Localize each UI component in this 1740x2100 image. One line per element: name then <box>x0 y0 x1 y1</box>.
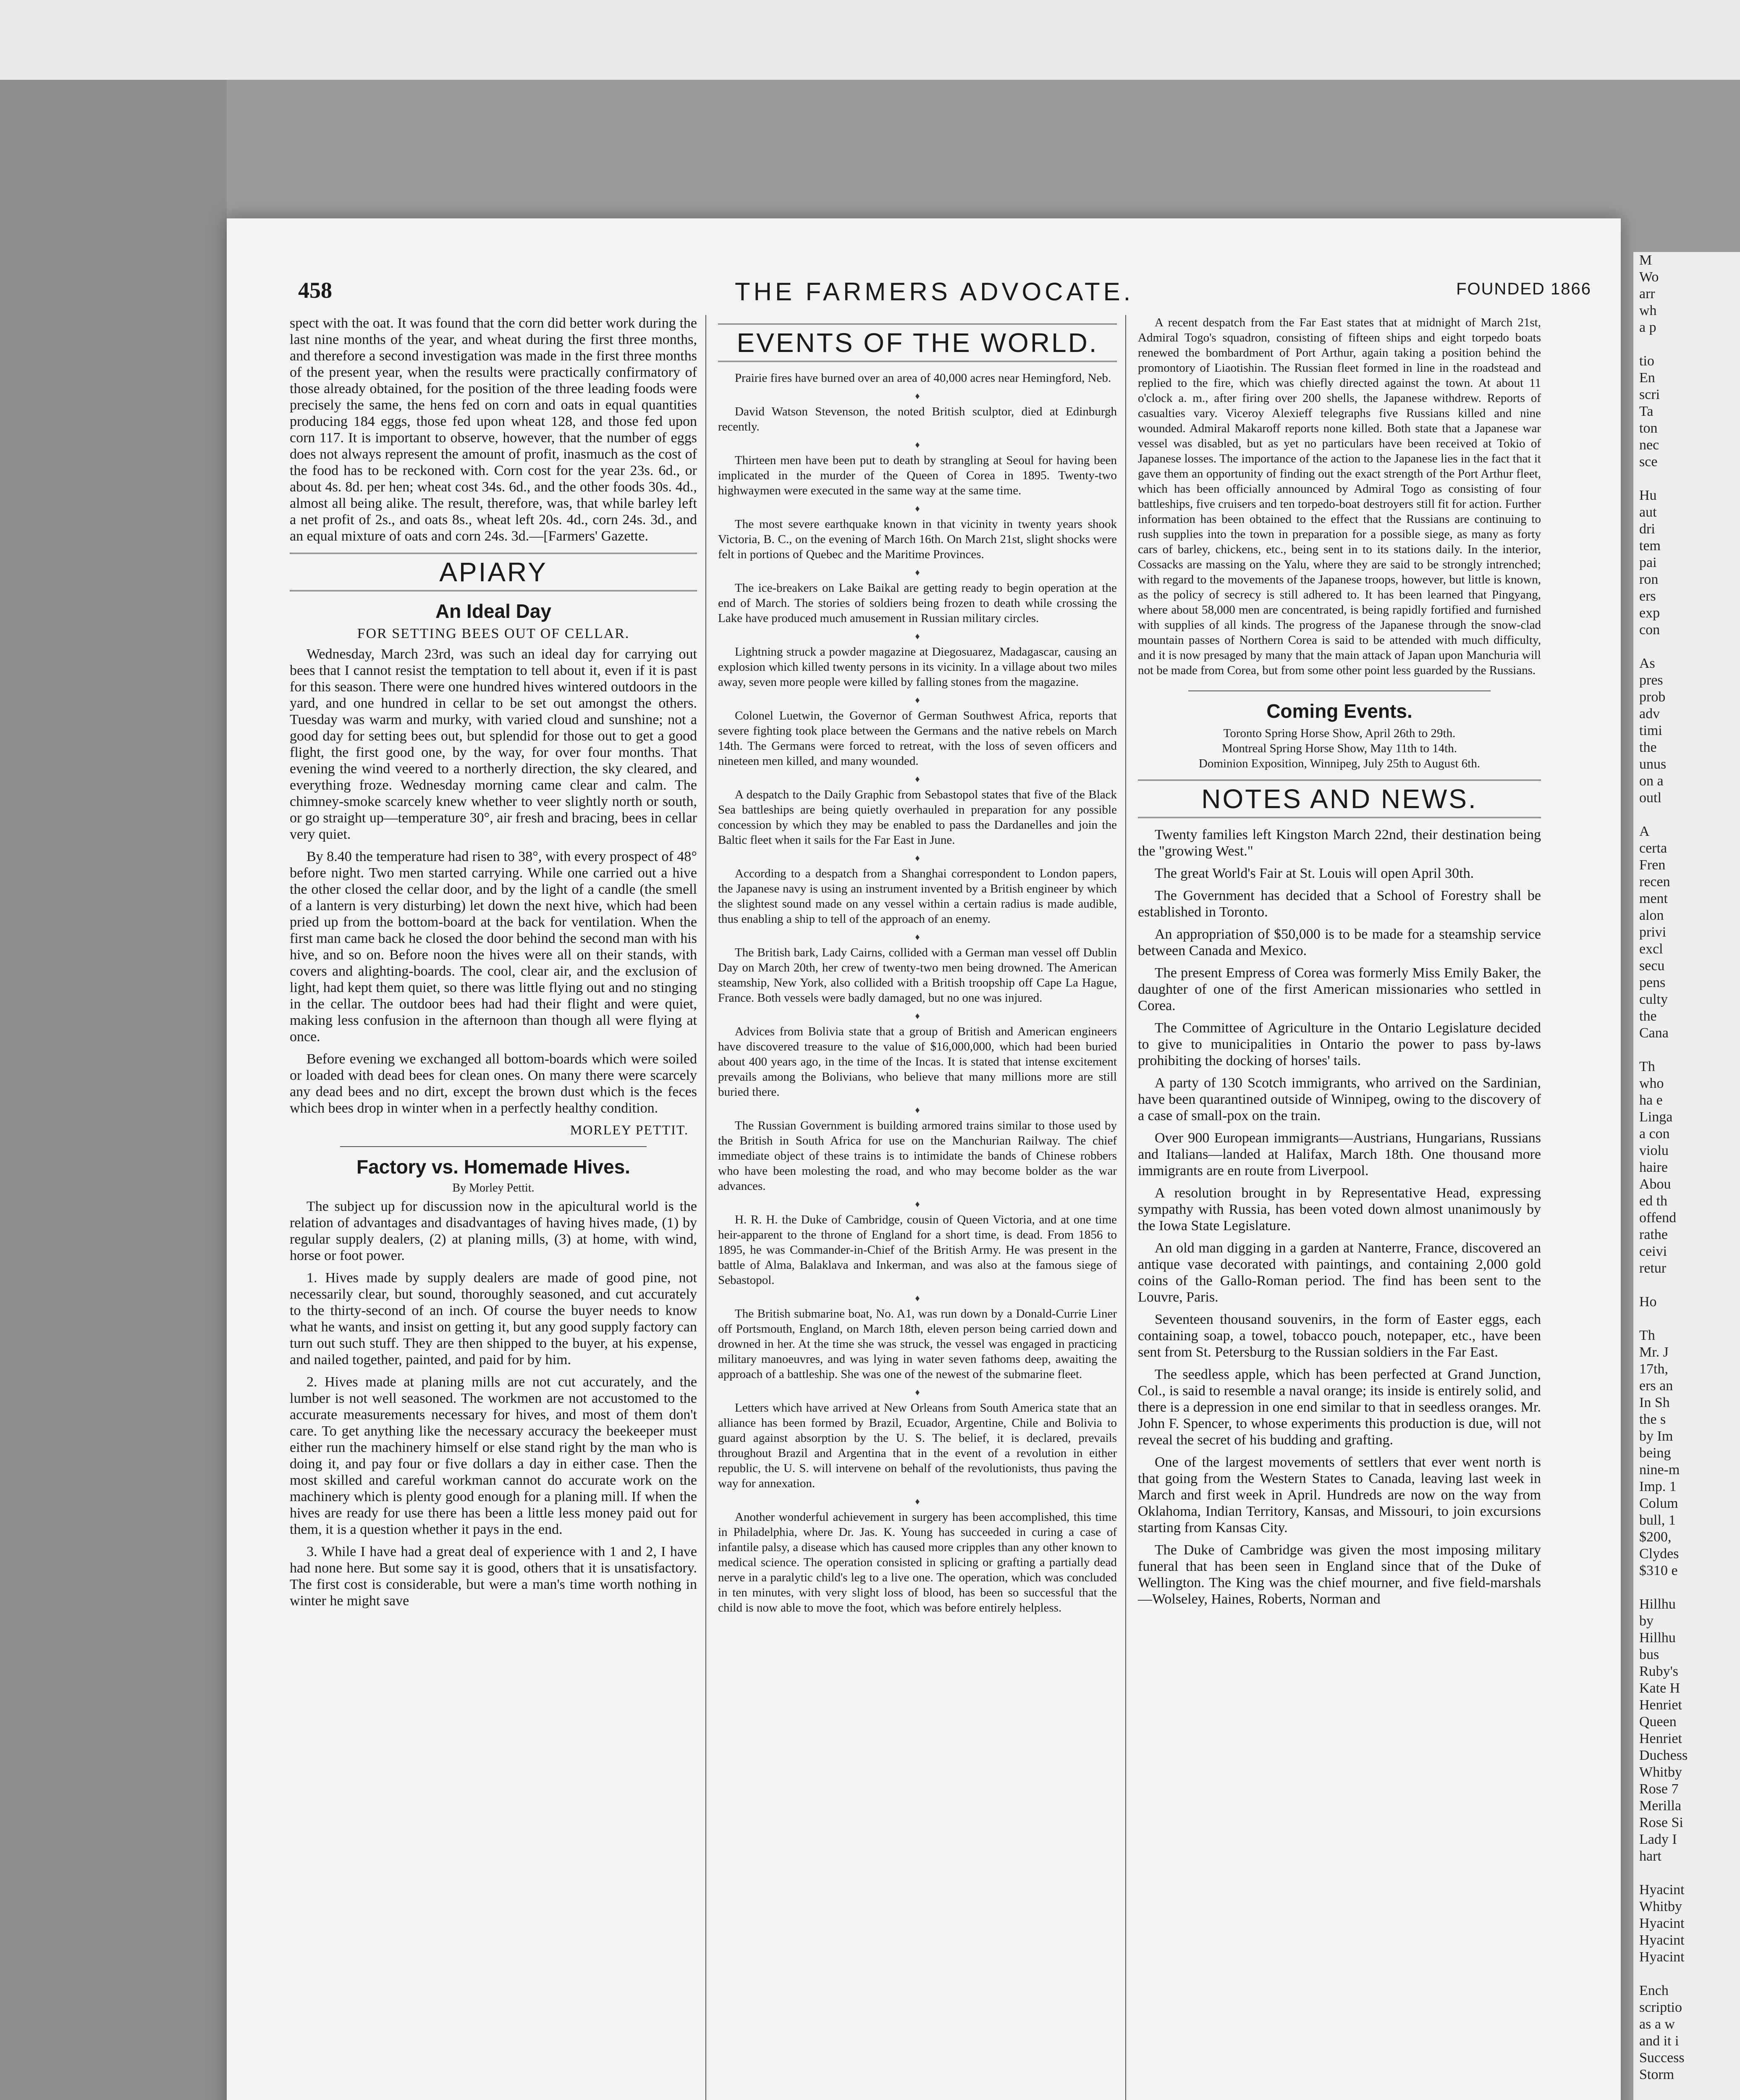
notes-item: Over 900 European immigrants—Austrians, Hungarians, Russians and Italians—landed at Halifax, March 18th. One thousand more immigrants are en route from Liverpool. <box>1138 1130 1541 1179</box>
adjacent-page-line: recen <box>1639 874 1670 890</box>
adjacent-page-line: offend <box>1639 1210 1677 1226</box>
adjacent-page-line: A <box>1639 824 1650 839</box>
event-item: Thirteen men have been put to death by strangling at Seoul for having been implicated in the murder of the Queen of Corea in 1895. Twenty-two highwaymen were executed in the same way at the same time. <box>718 454 1117 497</box>
factory-hives-paragraph: 2. Hives made at planing mills are not cut accurately, and the lumber is not well seasoned. The workmen are not accustomed to the accurate measurements necessary for hives, and most of them don't care. To get anything like the necessary accuracy the beekeeper must either run the machinery himself or else stand right by the man who is doing it, and pay four or five dollars a day in either case. Then the most skilled and careful workman cannot do accurate work on the machinery which is plenty good enough for a planing mill. If when the hives are ready for use there has been a little less money paid out for them, it is a question whether it pays in the end. <box>290 1374 697 1537</box>
events-section-title: EVENTS OF THE WORLD. <box>718 323 1117 362</box>
notes-item: The present Empress of Corea was formerly Miss Emily Baker, the daughter of one of the first American missionaries who settled in Corea. <box>1138 965 1541 1013</box>
masthead-title: THE FARMERS ADVOCATE. <box>735 278 1134 306</box>
column-rule <box>705 315 706 2100</box>
factory-hives-paragraph: 1. Hives made by supply dealers are made of good pine, not necessarily clear, but sound, thoroughly seasoned, and cut accurately to the thirty-second of an inch. Of course the buyer needs to know what he wants, and insist on getting it, but any good supply factory can turn out such stuff. They are then shipped to the buyer, at his expense, and nailed together, painted, and paid for by him. <box>290 1270 697 1368</box>
adjacent-page-line: Hillhu <box>1639 1596 1676 1612</box>
coming-event-item: Toronto Spring Horse Show, April 26th to 29th. <box>1223 727 1456 740</box>
column-1 <box>290 315 697 1615</box>
adjacent-page-line <box>1633 1042 1740 1058</box>
event-item: Prairie fires have burned over an area of 40,000 acres near Hemingford, Neb. <box>735 371 1111 385</box>
adjacent-page-line: Th <box>1639 1328 1655 1343</box>
event-item: The British submarine boat, No. A1, was run down by a Donald-Currie Liner off Portsmouth, England, on March 18th, eleven person being carried down and drowned in her. At the time she was struck, the vessel was engaged in practicing military manoeuvres, and was lying in water seven fathoms deep, awaiting the approach of a battleship. She was one of the newest of the submarine fleet. <box>718 1307 1117 1381</box>
adjacent-page-line: nine-m <box>1639 1462 1680 1478</box>
adjacent-page-line: on a <box>1639 773 1664 789</box>
ideal-day-signature: MORLEY PETTIT. <box>570 1122 689 1137</box>
ideal-day-heading: An Ideal Day <box>435 600 552 622</box>
adjacent-page-line <box>1633 336 1740 353</box>
adjacent-page-line: Hyacint <box>1639 1949 1685 1965</box>
adjacent-page-line: Henriet <box>1639 1697 1682 1713</box>
ideal-day-paragraph: Before evening we exchanged all bottom-boards which were soiled or loaded with dead bees for clean ones. On many there were scarcely any dead bees and no dirt, except the brown dust which is the feces which bees drop in winter when in a perfectly healthy condition. <box>290 1051 697 1116</box>
item-separator: ♦ <box>915 1496 920 1507</box>
newspaper-page <box>227 218 1621 2100</box>
adjacent-page-line: retur <box>1639 1260 1667 1276</box>
coming-events-heading: Coming Events. <box>1266 700 1412 722</box>
column-rule <box>1125 315 1126 2100</box>
factory-hives-byline: By Morley Pettit. <box>452 1181 535 1194</box>
adjacent-page-line: Imp. 1 <box>1639 1479 1677 1494</box>
adjacent-page-line: Duchess <box>1639 1748 1688 1763</box>
adjacent-page-line: 17th, <box>1639 1361 1668 1377</box>
event-item: According to a despatch from a Shanghai correspondent to London papers, the Japanese navy is using an instrument invented by a British engineer by which the slightest sound made on any vessel within a certain radius is made audible, thus enabling a ship to tell of the approach of an enemy. <box>718 867 1117 926</box>
page-number: 458 <box>298 278 332 303</box>
notes-item: A resolution brought in by Representative Head, expressing sympathy with Russia, has been voted down almost unanimously by the Iowa State Legislature. <box>1138 1185 1541 1234</box>
adjacent-page-line: wh <box>1639 303 1657 318</box>
item-separator: ♦ <box>915 932 920 942</box>
adjacent-page-line <box>1633 1865 1740 1882</box>
adjacent-page-line: Ruby's <box>1639 1664 1679 1679</box>
adjacent-page-line: Hyacint <box>1639 1916 1685 1931</box>
adjacent-page-line: tio <box>1639 353 1654 369</box>
item-separator: ♦ <box>915 631 920 641</box>
adjacent-page-line: ers <box>1639 588 1656 604</box>
adjacent-page-line: Ench <box>1639 1983 1669 1998</box>
adjacent-page-line: Hyacint <box>1639 1932 1685 1948</box>
adjacent-page-line: bull, 1 <box>1639 1512 1676 1528</box>
adjacent-page-line: alon <box>1639 908 1664 923</box>
event-item: H. R. H. the Duke of Cambridge, cousin of Queen Victoria, and at one time heir-apparent to the throne of England for a short time, is dead. From 1856 to 1895, he was Commander-in-Chief of the British Army. He was present in the battle of Alma, Balaklava and Inkerman, and was also at the famous siege of Sebastopol. <box>718 1213 1117 1287</box>
founded-line: FOUNDED 1866 <box>1456 280 1591 298</box>
adjacent-page-line: dri <box>1639 521 1655 537</box>
adjacent-page-line: Ta <box>1639 404 1654 419</box>
adjacent-page-line: Hillhu <box>1639 1630 1676 1646</box>
adjacent-page-line: aut <box>1639 504 1657 520</box>
adjacent-page-line: ed th <box>1639 1193 1668 1209</box>
adjacent-page-line: pai <box>1639 555 1657 570</box>
adjacent-page-line: tem <box>1639 538 1661 554</box>
adjacent-page-line <box>1633 1966 1740 1982</box>
adjacent-page-line: Henriet <box>1639 1731 1682 1746</box>
adjacent-page-line: ton <box>1639 420 1658 436</box>
divider-rule <box>340 1146 647 1147</box>
adjacent-page-line <box>1633 470 1740 487</box>
adjacent-page-line: Cana <box>1639 1025 1669 1041</box>
adjacent-page-line: nec <box>1639 437 1659 453</box>
adjacent-page-line: haire <box>1639 1160 1668 1175</box>
column-2 <box>718 315 1117 1615</box>
ideal-day-paragraph: By 8.40 the temperature had risen to 38°, with every prospect of 48° before night. Two men started carrying. While one carried out a hive the other closed the cellar door, and by the light of a candle (the smell of a lantern is very disturbing) let down the next hive, which had been pried up from the bottom-board at the back for ventilation. When the first man came back he closed the door behind the second man with his hive, and so on. Before noon the hives were all on their stands, with covers and alighting-boards. The cool, clear air, and the exclusion of light, had kept them quiet, so there was little flying out and no stinging in the cellar. The outdoor bees had had their flight and were quiet, making less confusion in the afternoon than though all were flying at once. <box>290 849 697 1045</box>
film-frame-top <box>0 0 1740 80</box>
event-item: Letters which have arrived at New Orleans from South America state that an alliance has been formed by Brazil, Ecuador, Argentine, Chile and Bolivia to guard against absorption by the U. S. The belief, it is declared, prevails throughout Brazil and Argentina that in the event of a revolution in either republic, the U. S. will intervene on behalf of the revolutionists, thus paving the way for annexation. <box>718 1401 1117 1490</box>
adjacent-page-line: violu <box>1639 1143 1669 1158</box>
notes-news-title: NOTES AND NEWS. <box>1138 780 1541 818</box>
adjacent-page-line: Kate H <box>1639 1680 1680 1696</box>
adjacent-page-line: the s <box>1639 1412 1666 1427</box>
adjacent-page-line: Th <box>1639 1059 1655 1074</box>
adjacent-page-line: rathe <box>1639 1227 1668 1242</box>
notes-item: An appropriation of $50,000 is to be made for a steamship service between Canada and Mexico. <box>1138 927 1541 958</box>
notes-item: One of the largest movements of settlers that ever went north is that going from the Western States to Canada, leaving last week in March and first week in April. Hundreds are now on the way from Oklahoma, Indian Territory, Kansas, and Missouri, to join excursions starting from Kansas City. <box>1138 1454 1541 1536</box>
ideal-day-subheading: FOR SETTING BEES OUT OF CELLAR. <box>357 626 630 641</box>
item-separator: ♦ <box>915 774 920 784</box>
adjacent-page-line: arr <box>1639 286 1655 302</box>
poultry-article-end: spect with the oat. It was found that the corn did better work during the last nine months of the year, and wheat during the first three months, and therefore a second investigation was made in the first three months of the present year, when the results were practically confirmatory of those already obtained, for the position of the three leading foods were precisely the same, the hens fed on corn and oats in equal quantities producing 184 eggs, those fed upon wheat 128, and those fed upon corn 117. It is important to observe, however, that the number of eggs does not always represent the amount of profit, inasmuch as the cost of the food has to be reckoned with. Corn cost for the year 23s. 6d., or about 4s. 8d. per hen; wheat cost 34s. 6d., and the other foods 30s. 4d., almost all being alike. The result, therefore, was, that while barley left a net profit of 2s., and oats 8s., wheat left 20s. 4d., corn 24s. 3d., and an equal mixture of oats and corn 24s. 3d.—[Farmers' Gazette. <box>290 315 697 544</box>
adjacent-page-line: En <box>1639 370 1655 386</box>
adjacent-page-line: excl <box>1639 941 1663 957</box>
adjacent-page-line: the <box>1639 1008 1657 1024</box>
notes-item: The Government has decided that a School of Forestry shall be established in Toronto. <box>1138 888 1541 920</box>
event-item: Lightning struck a powder magazine at Diegosuarez, Madagascar, causing an explosion which killed twenty persons in its vicinity. In a village about two miles away, seven more people were killed by falling stones from the magazine. <box>718 645 1117 689</box>
adjacent-page-line: timi <box>1639 723 1662 738</box>
adjacent-page-line: being <box>1639 1445 1671 1461</box>
adjacent-page-line: secu <box>1639 958 1665 974</box>
adjacent-page-line: Fren <box>1639 857 1666 873</box>
event-item: The British bark, Lady Cairns, collided with a German man vessel off Dublin Day on March 20th, her crew of twenty-two men being drowned. The American steamship, New York, also collided with a British troopship off Cape La Hague, France. Both vessels were badly damaged, but no one was injured. <box>718 946 1117 1005</box>
adjacent-page-line: Storm <box>1639 2067 1674 2082</box>
adjacent-page-line: ha e <box>1639 1092 1663 1108</box>
adjacent-page-line: Linga <box>1639 1109 1673 1125</box>
adjacent-page-line: pres <box>1639 672 1663 688</box>
event-item: A despatch to the Daily Graphic from Sebastopol states that five of the Black Sea battleships are being quietly overhauled in preparation for any possible concession by which they may be enabled to pass the Dardanelles and join the Baltic fleet when it sails for the Far East in June. <box>718 788 1117 847</box>
adjacent-page-line <box>1633 806 1740 823</box>
adjacent-page-fragment <box>1633 252 1740 2100</box>
factory-hives-paragraph: 3. While I have had a great deal of experience with 1 and 2, I have had none here. But some say it is good, others that it is unsatisfactory. The first cost is considerable, but were a man's time worth nothing in winter he might save <box>290 1544 697 1609</box>
item-separator: ♦ <box>915 695 920 705</box>
adjacent-page-line: ron <box>1639 572 1659 587</box>
event-item: The ice-breakers on Lake Baikal are getting ready to begin operation at the end of March. The stories of soldiers being frozen to death while crossing the Lake have produced much amusement in Russian military circles. <box>718 581 1117 625</box>
item-separator: ♦ <box>915 1199 920 1209</box>
adjacent-page-line: Rose Si <box>1639 1815 1683 1830</box>
event-item: The Russian Government is building armored trains similar to those used by the British in South Africa for use on the Manchurian Railway. The chief immediate object of these trains is to intimidate the bands of Chinese robbers who have been molesting the road, and who may become bolder as the war advances. <box>718 1119 1117 1193</box>
adjacent-page-line: Abou <box>1639 1176 1671 1192</box>
adjacent-page-line: exp <box>1639 605 1660 621</box>
adjacent-page-line: adv <box>1639 706 1660 722</box>
adjacent-page-line: As <box>1639 656 1655 671</box>
notes-item: Seventeen thousand souvenirs, in the form of Easter eggs, each containing soap, a towel, tobacco pouch, notepaper, etc., have been sent from St. Petersburg to the Russian soldiers in the Far East. <box>1138 1312 1541 1360</box>
notes-item: The Committee of Agriculture in the Ontario Legislature decided to give to municipalities in Ontario the power to pass by-laws prohibiting the docking of horses' tails. <box>1138 1020 1541 1068</box>
adjacent-page-line: who <box>1639 1076 1664 1091</box>
adjacent-page-line: as a w <box>1639 2016 1675 2032</box>
adjacent-page-line: certa <box>1639 840 1667 856</box>
adjacent-page-line: a p <box>1639 320 1656 335</box>
adjacent-page-line: scri <box>1639 387 1660 402</box>
adjacent-page-line: sce <box>1639 454 1658 470</box>
adjacent-page-line: Merilla <box>1639 1798 1682 1814</box>
adjacent-page-line <box>1633 1277 1740 1294</box>
adjacent-page-line: by <box>1639 1613 1654 1629</box>
divider-rule <box>1188 690 1491 691</box>
adjacent-page-line: bus <box>1639 1647 1659 1662</box>
event-item: The most severe earthquake known in that vicinity in twenty years shook Victoria, B. C., on the evening of March 16th. On March 21st, slight shocks were felt in portions of Quebec and the Maritime Provinces. <box>718 517 1117 561</box>
notes-item: Twenty families left Kingston March 22nd, their destination being the "growing West." <box>1138 827 1541 859</box>
event-item: Colonel Luetwin, the Governor of German Southwest Africa, reports that severe fighting took place between the Germans and the native rebels on March 14th. The Germans were forced to retreat, with the loss of seven officers and nineteen men killed, and many wounded. <box>718 709 1117 768</box>
adjacent-page-line: Clydes <box>1639 1546 1679 1562</box>
notes-item: An old man digging in a garden at Nanterre, France, discovered an antique vase decorated with paintings, and containing 2,000 gold coins of the Gallo-Roman period. The find has been sent to the Louvre, Paris. <box>1138 1240 1541 1305</box>
adjacent-page-line: ment <box>1639 891 1668 906</box>
adjacent-page-line: culty <box>1639 992 1668 1007</box>
column-3 <box>1138 315 1541 1613</box>
coming-event-item: Dominion Exposition, Winnipeg, July 25th to August 6th. <box>1198 757 1481 770</box>
adjacent-page-line: Hu <box>1639 488 1657 503</box>
event-item: David Watson Stevenson, the noted British sculptor, died at Edinburgh recently. <box>718 405 1117 433</box>
adjacent-page-line: M <box>1639 252 1652 268</box>
item-separator: ♦ <box>915 1387 920 1397</box>
adjacent-page-line: $200, <box>1639 1529 1672 1545</box>
coming-event-item: Montreal Spring Horse Show, May 11th to 14th. <box>1221 742 1457 755</box>
item-separator: ♦ <box>915 1011 920 1021</box>
adjacent-page-line: ers an <box>1639 1378 1673 1394</box>
notes-item: A party of 130 Scotch immigrants, who arrived on the Sardinian, have been quarantined outside of Winnipeg, owing to the discovery of a case of small-pox on the train. <box>1138 1075 1541 1124</box>
event-item: Another wonderful achievement in surgery has been accomplished, this time in Philadelphia, where Dr. Jas. K. Young has succeeded in curing a case of infantile palsy, a disease which has caused more cripples than any other known to medical science. The operation consisted in splicing or grafting a partially dead nerve in a paralytic child's leg to a live one. The operation, which was concluded in ten minutes, with very slight loss of blood, has been so successful that the child is now able to move the foot, which was before entirely helpless. <box>718 1510 1117 1614</box>
adjacent-page-line <box>1633 1310 1740 1327</box>
film-margin-left <box>0 80 227 2100</box>
adjacent-page-line: $310 e <box>1639 1563 1678 1578</box>
adjacent-page-line: Lady I <box>1639 1832 1677 1847</box>
adjacent-page-line: Wo <box>1639 269 1659 285</box>
adjacent-page-line: privi <box>1639 924 1667 940</box>
adjacent-page-line: pens <box>1639 975 1666 990</box>
adjacent-page-line: Whitby <box>1639 1899 1682 1914</box>
adjacent-page-line: Rose 7 <box>1639 1781 1679 1797</box>
item-separator: ♦ <box>915 1293 920 1303</box>
item-separator: ♦ <box>915 503 920 514</box>
war-report: A recent despatch from the Far East states that at midnight of March 21st, Admiral Togo's squadron, consisting of fifteen ships and eight torpedo boats renewed the bombardment of Port Arthur, again taking a position behind the promontory of Liaotishin. The Russian fleet formed in line in the roadstead and replied to the fire, which was chiefly directed against the town. At about 11 o'clock a. m., after firing over 200 shells, the Japanese withdrew. Reports of casualties vary. Viceroy Alexieff telegraphs five Russians killed and nine wounded. Admiral Makaroff reports none killed. Both state that a Japanese war vessel was disabled, but as yet no particulars have been received at Tokio of Japanese losses. The importance of the action to the Japanese lies in the fact that it gave them an opportunity of finding out the exact strength of the Port Arthur fleet, which has been officially announced by Admiral Togo as consisting of four battleships, five cruisers and ten torpedo-boat destroyers still fit for action. Further information has been obtained to the effect that the Russians are continuing to rush supplies into the town in preparation for a possible siege, as many as forty cars of barley, chickens, etc., being sent in to its stations daily. In the interior, Cossacks are massing on the Yalu, where they are said to be strongly intrenched; with regard to the movements of the Japanese troops, however, but little is known, as the policy of secrecy is still adhered to. It has been learned that Pingyang, where about 58,000 men are concentrated, is being rapidly fortified and furnished with supplies of all kinds. The progress of the Japanese through the snow-clad mountain passes of Northern Corea is said to be attended with much difficulty, and it is now presaged by many that the main attack of Japan upon Manchuria will not be made from Corea, but from some other point less guarded by the Russians. <box>1138 316 1541 677</box>
event-item: Advices from Bolivia state that a group of British and American engineers have discovered treasure to the value of $16,000,000, which had been buried about 400 years ago, in the time of the Incas. It is stated that intense excitement prevails among the Bolivians, who believe that many millions more are still buried there. <box>718 1025 1117 1099</box>
ideal-day-paragraph: Wednesday, March 23rd, was such an ideal day for carrying out bees that I cannot resist the temptation to tell about it, even if it is past for this season. There were one hundred hives wintered outdoors in the yard, and one hundred in cellar to be set out amongst the others. Tuesday was warm and murky, with varied cloud and sunshine; not a good day for setting bees out, but splendid for those out to get a good flight, the first good one, by the way, for over four months. That evening the wind veered to a northerly direction, the sky cleared, and everything froze. Wednesday morning came clear and calm. The chimney-smoke scarcely knew whether to veer slightly north or south, or go straight up—temperature 30°, air fresh and bracing, bees in cellar very quiet. <box>290 646 697 842</box>
adjacent-page-line: Mr. J <box>1639 1344 1669 1360</box>
adjacent-page-line <box>1633 1579 1740 1596</box>
adjacent-page-line: Hyacint <box>1639 1882 1685 1898</box>
adjacent-page-line: the <box>1639 740 1657 755</box>
adjacent-page-line: by Im <box>1639 1428 1673 1444</box>
notes-item: The seedless apple, which has been perfected at Grand Junction, Col., is said to resemble a naval orange; its inside is entirely solid, and there is a depression in one end similar to that in seedless oranges. Mr. John F. Spencer, to whose experiments this production is due, will not reveal the secret of his budding and grafting. <box>1138 1367 1541 1448</box>
notes-item: The Duke of Cambridge was given the most imposing military funeral that has been seen in England since that of the Duke of Wellington. The King was the chief mourner, and five field-marshals—Wolseley, Haines, Roberts, Norman and <box>1138 1542 1541 1607</box>
page-header <box>298 277 1591 307</box>
adjacent-page-line <box>1633 638 1740 655</box>
item-separator: ♦ <box>915 439 920 450</box>
adjacent-page-line: Success <box>1639 2050 1685 2066</box>
adjacent-page-line: and it i <box>1639 2033 1679 2049</box>
notes-item: The great World's Fair at St. Louis will open April 30th. <box>1155 866 1474 881</box>
adjacent-page-line: In Sh <box>1639 1395 1670 1410</box>
adjacent-page-line: unus <box>1639 756 1667 772</box>
adjacent-page-line: Ho <box>1639 1294 1657 1310</box>
adjacent-page-line: Whitby <box>1639 1764 1682 1780</box>
item-separator: ♦ <box>915 1105 920 1115</box>
adjacent-page-line: scriptio <box>1639 2000 1682 2015</box>
apiary-section-title: APIARY <box>290 553 697 591</box>
factory-hives-paragraph: The subject up for discussion now in the apicultural world is the relation of advantages and disadvantages of having hives made, (1) by regular supply dealers, (2) at planing mills, (3) at home, with wind, horse or foot power. <box>290 1199 697 1263</box>
adjacent-page-line: ceivi <box>1639 1244 1667 1259</box>
adjacent-page-line: a con <box>1639 1126 1670 1142</box>
adjacent-page-line: outl <box>1639 790 1661 806</box>
adjacent-page-line: Colum <box>1639 1496 1678 1511</box>
adjacent-page-line: con <box>1639 622 1660 638</box>
item-separator: ♦ <box>915 391 920 401</box>
adjacent-page-line: hart <box>1639 1848 1661 1864</box>
item-separator: ♦ <box>915 853 920 863</box>
adjacent-page-line: Queen <box>1639 1714 1677 1730</box>
item-separator: ♦ <box>915 567 920 578</box>
factory-hives-heading: Factory vs. Homemade Hives. <box>356 1156 630 1178</box>
adjacent-page-line: prob <box>1639 689 1666 705</box>
